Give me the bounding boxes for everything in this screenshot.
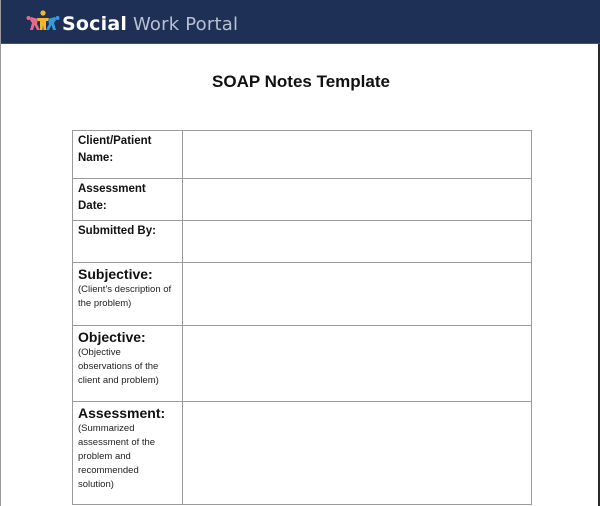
row-label-cell: [73, 402, 183, 505]
brand-name[interactable]: [62, 12, 238, 37]
row-description: (Objective observations of the client and problem): [78, 347, 159, 386]
table-row-assessment: [73, 402, 532, 505]
submitted-by-field[interactable]: [183, 221, 532, 263]
row-label: Submitted By:: [78, 225, 156, 237]
assessment-field[interactable]: [183, 402, 532, 505]
site-header: [1, 0, 600, 44]
table-row-objective: [73, 326, 532, 402]
row-label: Objective:: [78, 329, 146, 345]
brand-strong-text: Social: [62, 13, 128, 35]
people-group-icon[interactable]: [26, 10, 60, 32]
subjective-field[interactable]: [183, 263, 532, 326]
row-label: Client/Patient Name:: [78, 135, 152, 164]
row-label: Subjective:: [78, 266, 153, 282]
assessment-date-field[interactable]: [183, 179, 532, 221]
row-label: Assessment:: [78, 405, 166, 421]
document-title: SOAP Notes Template: [212, 72, 390, 91]
row-label-cell: [73, 263, 183, 326]
row-label: Assessment Date:: [78, 183, 146, 212]
row-description: (Client's description of the problem): [78, 284, 172, 309]
table-row-assessment-date: [73, 179, 532, 221]
table-row-submitted-by: [73, 221, 532, 263]
row-label-cell: [73, 326, 183, 402]
soap-notes-table: [72, 130, 532, 505]
objective-field[interactable]: [183, 326, 532, 402]
row-label-cell: [73, 131, 183, 179]
client-name-field[interactable]: [183, 131, 532, 179]
row-label-cell: [73, 221, 183, 263]
brand-light-text: Work Portal: [127, 14, 239, 35]
row-description: (Summarized assessment of the problem and recommended solution): [78, 423, 156, 490]
table-row-client-name: [73, 131, 532, 179]
row-label-cell: [73, 179, 183, 221]
table-row-subjective: [73, 263, 532, 326]
